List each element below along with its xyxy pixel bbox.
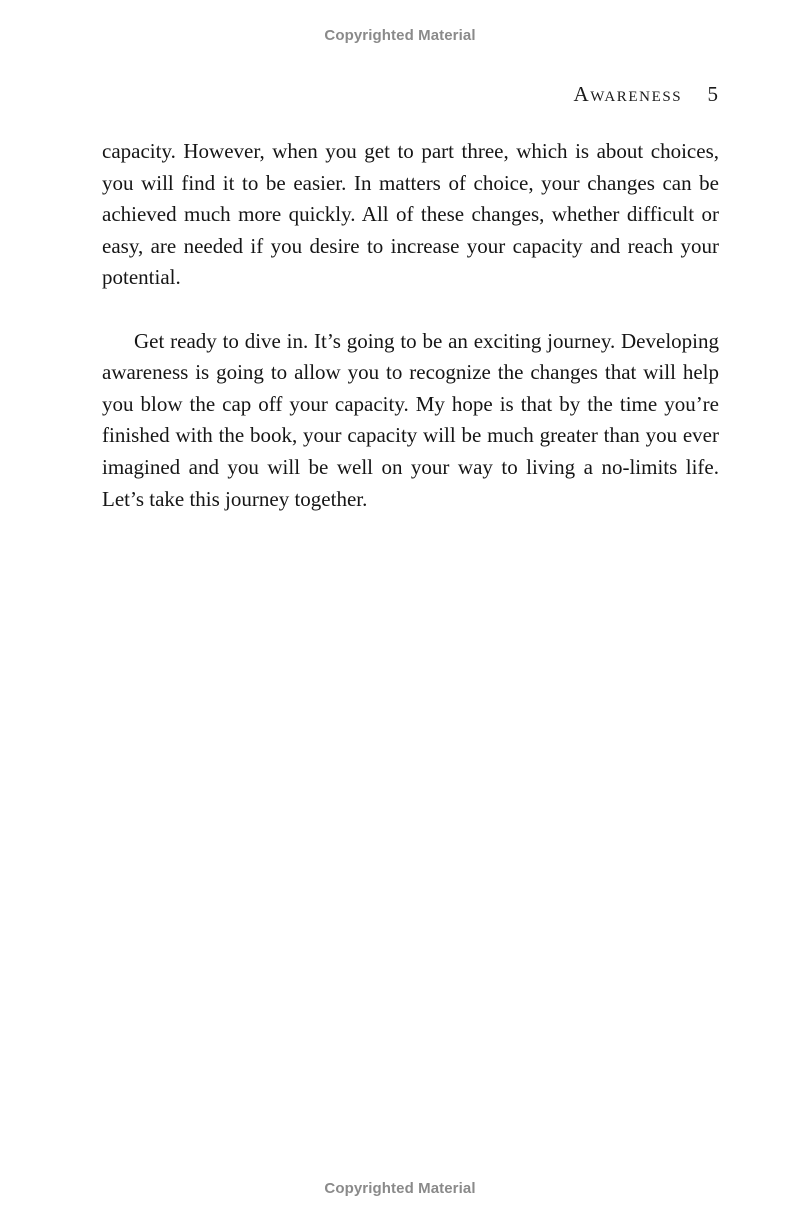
paragraph-continued: capacity. However, when you get to part three, which is about choices, you will find it to be easier. In matters of choice, your changes can be achieved much more quickly. All of these changes, whether difficult or easy, are needed if you desire to increase your capacity and reach your potential. [102, 139, 719, 290]
running-head [574, 82, 719, 107]
page-number: 5 [707, 82, 718, 106]
chapter-title: Awareness [573, 82, 683, 106]
copyright-watermark-top: Copyrighted Material [324, 27, 476, 44]
body-text [102, 136, 719, 515]
paragraph: Get ready to dive in. It’s going to be an exciting journey. Developing awareness is going to allow you to recognize the changes that will help you blow the cap off your capacity. My hope is that by the time you’re finished with the book, your capacity will be much greater than you ever imagined and you will be well on your way to living a no-limits life. Let’s take this journey together. [102, 328, 719, 511]
copyright-watermark-bottom: Copyrighted Material [324, 1180, 476, 1197]
